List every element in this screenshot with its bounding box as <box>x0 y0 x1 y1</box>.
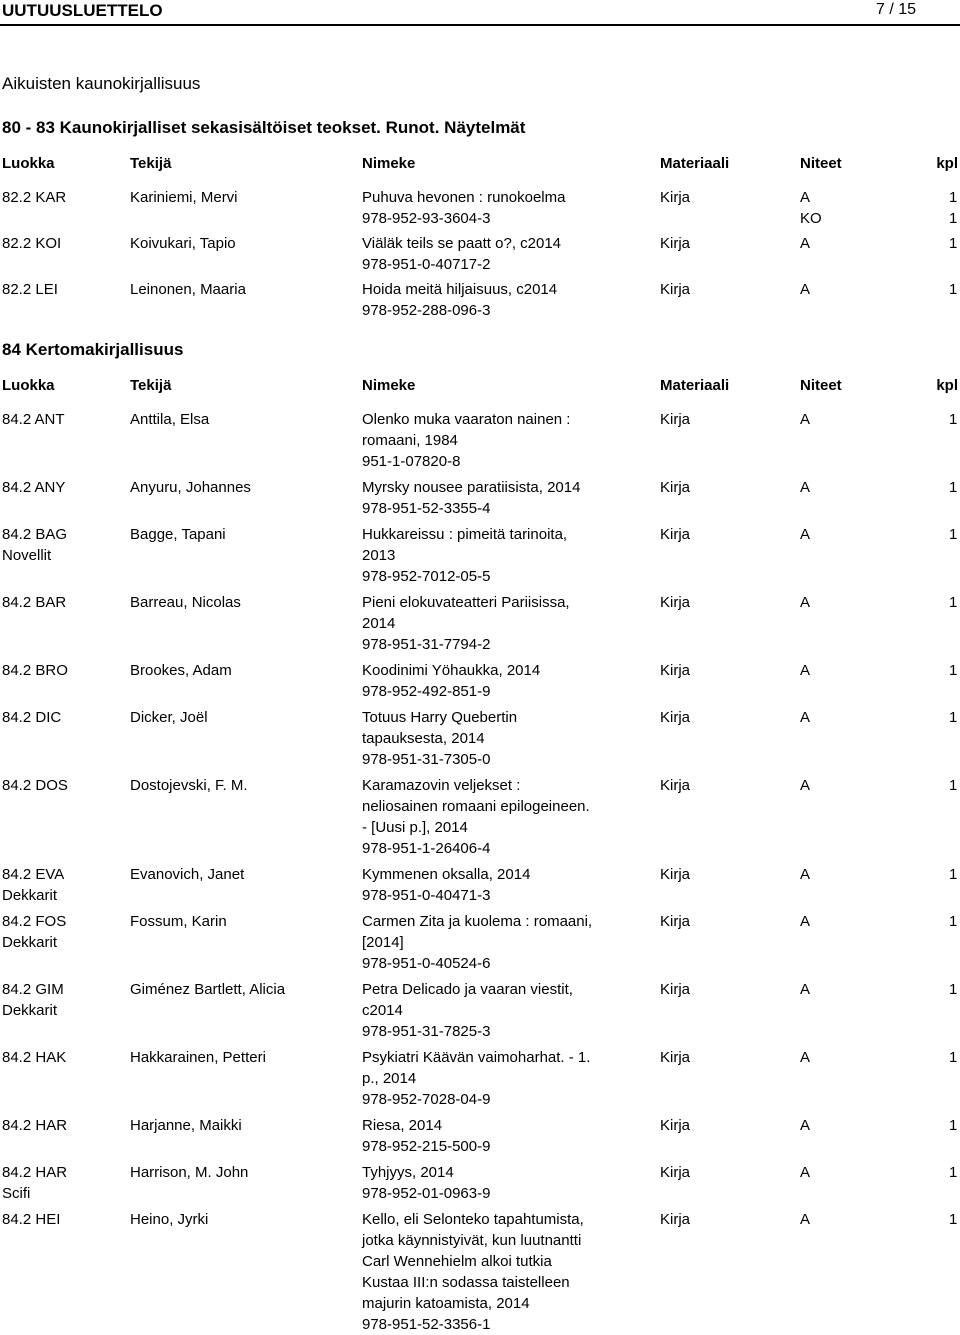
copies-location <box>800 524 810 545</box>
copy-count <box>949 1115 957 1136</box>
copies-location-line: A <box>800 411 811 428</box>
column-header-kpl: kpl <box>936 377 958 394</box>
title-line: 978-951-1-26406-4 <box>362 840 491 857</box>
author-line: Heino, Jyrki <box>130 1211 209 1228</box>
title-line: 978-951-31-7825-3 <box>362 1023 491 1040</box>
author <box>130 1115 358 1136</box>
copy-count <box>949 864 957 885</box>
author-line: Giménez Bartlett, Alicia <box>130 981 286 998</box>
class-code-line: 84.2 BAG <box>2 526 68 543</box>
material <box>660 409 690 430</box>
column-header-tekija: Tekijä <box>130 377 172 394</box>
copies-location <box>800 477 810 498</box>
title-line: jotka käynnistyivät, kun luutnantti <box>362 1232 582 1249</box>
title-line: majurin katoamista, 2014 <box>362 1295 530 1312</box>
class-code-line: 84.2 DIC <box>2 709 62 726</box>
class-code-line: 82.2 LEI <box>2 281 58 298</box>
page-number: 7 / 15 <box>875 1 916 18</box>
title-line: neliosainen romaani epilogeineen. <box>362 798 590 815</box>
title-line: 978-952-215-500-9 <box>362 1138 491 1155</box>
author <box>130 1047 358 1068</box>
copy-count-line: 1 <box>949 479 958 496</box>
title-line: 978-952-492-851-9 <box>362 683 491 700</box>
title-line: 2013 <box>362 547 396 564</box>
copy-count-line: 1 <box>949 594 958 611</box>
title-line: Psykiatri Käävän vaimoharhat. - 1. <box>362 1049 591 1066</box>
title-line: Koodinimi Yöhaukka, 2014 <box>362 662 541 679</box>
title-line: p., 2014 <box>362 1070 417 1087</box>
author <box>130 233 358 254</box>
author <box>130 775 358 796</box>
title <box>362 279 652 321</box>
title-line: 978-951-31-7305-0 <box>362 751 491 768</box>
title-line: Carmen Zita ja kuolema : romaani, <box>362 913 593 930</box>
copies-location <box>800 775 810 796</box>
copies-location <box>800 1115 810 1136</box>
author-line: Bagge, Tapani <box>130 526 226 543</box>
title-line: 978-952-93-3604-3 <box>362 210 491 227</box>
material <box>660 864 690 885</box>
class-code <box>2 864 127 906</box>
class-code-line: 84.2 ANT <box>2 411 65 428</box>
copy-count <box>949 979 957 1000</box>
title-line: 2014 <box>362 615 396 632</box>
author-line: Evanovich, Janet <box>130 866 245 883</box>
author <box>130 1209 358 1230</box>
title <box>362 592 652 655</box>
class-code-line: 84.2 HAK <box>2 1049 67 1066</box>
title <box>362 187 652 229</box>
copies-location <box>800 1162 810 1183</box>
title-line: Kustaa III:n sodassa taistelleen <box>362 1274 570 1291</box>
class-code <box>2 1162 127 1204</box>
title-line: 978-951-31-7794-2 <box>362 636 491 653</box>
material-line: Kirja <box>660 777 691 794</box>
copy-count-line: 1 <box>949 1049 958 1066</box>
column-header-luokka: Luokka <box>2 377 55 394</box>
title-line: romaani, 1984 <box>362 432 458 449</box>
copy-count-line: 1 <box>949 662 958 679</box>
material <box>660 187 690 208</box>
title <box>362 979 652 1042</box>
copies-location-line: KO <box>800 210 822 227</box>
column-header-luokka: Luokka <box>2 155 55 172</box>
class-code-line: Scifi <box>2 1185 31 1202</box>
copies-location <box>800 1047 810 1068</box>
class-code-line: Dekkarit <box>2 887 58 904</box>
copies-location-line: A <box>800 981 811 998</box>
class-code <box>2 979 127 1021</box>
material-line: Kirja <box>660 235 691 252</box>
author <box>130 1162 358 1183</box>
title-line: Viäläk teils se paatt o?, c2014 <box>362 235 562 252</box>
copy-count <box>949 1047 957 1068</box>
author <box>130 409 358 430</box>
class-code-line: Novellit <box>2 547 52 564</box>
title <box>362 233 652 275</box>
title <box>362 775 652 859</box>
copies-location-line: A <box>800 189 811 206</box>
author <box>130 979 358 1000</box>
class-code <box>2 1209 127 1230</box>
material <box>660 911 690 932</box>
class-code-line: 82.2 KOI <box>2 235 62 252</box>
material-line: Kirja <box>660 662 691 679</box>
material <box>660 1047 690 1068</box>
title-line: Puhuva hevonen : runokoelma <box>362 189 566 206</box>
material <box>660 660 690 681</box>
class-code <box>2 279 127 300</box>
copies-location <box>800 707 810 728</box>
class-code <box>2 660 127 681</box>
copies-location-line: A <box>800 1117 811 1134</box>
copy-count <box>949 233 957 254</box>
copies-location-line: A <box>800 594 811 611</box>
copy-count <box>949 775 957 796</box>
class-code-line: 84.2 HAR <box>2 1117 68 1134</box>
title-line: Tyhjyys, 2014 <box>362 1164 454 1181</box>
copy-count-line: 1 <box>949 235 958 252</box>
material <box>660 592 690 613</box>
class-code <box>2 187 127 208</box>
author-line: Anttila, Elsa <box>130 411 210 428</box>
class-code-line: 84.2 GIM <box>2 981 64 998</box>
copy-count-line: 1 <box>949 913 958 930</box>
copy-count <box>949 187 957 229</box>
copies-location-line: A <box>800 1164 811 1181</box>
copies-location-line: A <box>800 709 811 726</box>
class-code-line: Dekkarit <box>2 1002 58 1019</box>
author-line: Kariniemi, Mervi <box>130 189 238 206</box>
class-code-line: 84.2 DOS <box>2 777 68 794</box>
class-code <box>2 409 127 430</box>
title <box>362 1115 652 1157</box>
material <box>660 707 690 728</box>
copies-location-line: A <box>800 1049 811 1066</box>
copy-count-line: 1 <box>949 526 958 543</box>
title-line: Pieni elokuvateatteri Pariisissa, <box>362 594 570 611</box>
title-line: 978-951-52-3356-1 <box>362 1316 491 1333</box>
class-code <box>2 1115 127 1136</box>
material-line: Kirja <box>660 1164 691 1181</box>
title <box>362 864 652 906</box>
column-header-kpl: kpl <box>936 155 958 172</box>
copies-location-line: A <box>800 662 811 679</box>
author <box>130 187 358 208</box>
title-line: 978-951-0-40471-3 <box>362 887 491 904</box>
copies-location-line: A <box>800 479 811 496</box>
author <box>130 477 358 498</box>
material-line: Kirja <box>660 1117 691 1134</box>
title <box>362 911 652 974</box>
section-title: Aikuisten kaunokirjallisuus <box>2 74 201 93</box>
title-line: 978-951-0-40524-6 <box>362 955 491 972</box>
material-line: Kirja <box>660 411 691 428</box>
copies-location-line: A <box>800 281 811 298</box>
title <box>362 1209 652 1335</box>
title-line: 978-952-7028-04-9 <box>362 1091 491 1108</box>
class-code-line: 82.2 KAR <box>2 189 67 206</box>
material-line: Kirja <box>660 594 691 611</box>
title-line: 978-952-7012-05-5 <box>362 568 491 585</box>
author <box>130 279 358 300</box>
copy-count-line: 1 <box>949 1164 958 1181</box>
author <box>130 911 358 932</box>
title <box>362 1047 652 1110</box>
class-code <box>2 233 127 254</box>
title <box>362 1162 652 1204</box>
copy-count-line: 1 <box>949 709 958 726</box>
class-code <box>2 775 127 796</box>
copies-location <box>800 911 810 932</box>
material <box>660 775 690 796</box>
author-line: Barreau, Nicolas <box>130 594 241 611</box>
copies-location <box>800 409 810 430</box>
class-code <box>2 1047 127 1068</box>
copies-location-line: A <box>800 1211 811 1228</box>
class-code-line: Dekkarit <box>2 934 58 951</box>
class-code <box>2 911 127 953</box>
title-line: Kello, eli Selonteko tapahtumista, <box>362 1211 584 1228</box>
title-line: - [Uusi p.], 2014 <box>362 819 468 836</box>
class-code-line: 84.2 HAR <box>2 1164 68 1181</box>
column-header-niteet: Niteet <box>800 155 842 172</box>
copies-location <box>800 592 810 613</box>
material <box>660 477 690 498</box>
material-line: Kirja <box>660 479 691 496</box>
column-header-nimeke: Nimeke <box>362 155 416 172</box>
copy-count-line: 1 <box>949 1117 958 1134</box>
copies-location <box>800 1209 810 1230</box>
title-line: [2014] <box>362 934 404 951</box>
title-line: tapauksesta, 2014 <box>362 730 485 747</box>
column-header-materiaali: Materiaali <box>660 155 730 172</box>
title <box>362 660 652 702</box>
copies-location <box>800 233 810 254</box>
class-code-line: 84.2 BAR <box>2 594 67 611</box>
copy-count-line: 1 <box>949 981 958 998</box>
column-header-materiaali: Materiaali <box>660 377 730 394</box>
class-code <box>2 477 127 498</box>
author <box>130 592 358 613</box>
material-line: Kirja <box>660 981 691 998</box>
material-line: Kirja <box>660 709 691 726</box>
copies-location-line: A <box>800 913 811 930</box>
title-line: Totuus Harry Quebertin <box>362 709 518 726</box>
title-line: 978-952-01-0963-9 <box>362 1185 491 1202</box>
title-line: Karamazovin veljekset : <box>362 777 521 794</box>
material-line: Kirja <box>660 281 691 298</box>
class-code-line: 84.2 BRO <box>2 662 68 679</box>
class-code-line: 84.2 FOS <box>2 913 67 930</box>
class-code-line: 84.2 EVA <box>2 866 65 883</box>
material-line: Kirja <box>660 189 691 206</box>
copies-location-line: A <box>800 866 811 883</box>
title-line: 978-951-52-3355-4 <box>362 500 491 517</box>
material <box>660 1115 690 1136</box>
title-line: 978-951-0-40717-2 <box>362 256 491 273</box>
copy-count-line: 1 <box>949 866 958 883</box>
author-line: Leinonen, Maaria <box>130 281 246 298</box>
title-line: Hukkareissu : pimeitä tarinoita, <box>362 526 568 543</box>
copies-location <box>800 660 810 681</box>
title <box>362 524 652 587</box>
material-line: Kirja <box>660 913 691 930</box>
title <box>362 477 652 519</box>
column-header-nimeke: Nimeke <box>362 377 416 394</box>
group-title-poetry: 80 - 83 Kaunokirjalliset sekasisältöiset teokset. Runot. Näytelmät <box>2 118 526 137</box>
title-line: 951-1-07820-8 <box>362 453 461 470</box>
title-line: Myrsky nousee paratiisista, 2014 <box>362 479 581 496</box>
copy-count-line: 1 <box>949 777 958 794</box>
class-code <box>2 592 127 613</box>
copies-location-line: A <box>800 235 811 252</box>
title-line: Carl Wennehielm alkoi tutkia <box>362 1253 552 1270</box>
column-header-tekija: Tekijä <box>130 155 172 172</box>
author-line: Fossum, Karin <box>130 913 227 930</box>
title-line: Hoida meitä hiljaisuus, c2014 <box>362 281 558 298</box>
copies-location <box>800 187 822 229</box>
author-line: Brookes, Adam <box>130 662 232 679</box>
copy-count <box>949 1162 957 1183</box>
copies-location <box>800 864 810 885</box>
title-line: Petra Delicado ja vaaran viestit, <box>362 981 573 998</box>
class-code <box>2 707 127 728</box>
author <box>130 864 358 885</box>
material-line: Kirja <box>660 1211 691 1228</box>
copy-count-line: 1 <box>949 281 958 298</box>
title-line: c2014 <box>362 1002 403 1019</box>
material <box>660 1209 690 1230</box>
author-line: Anyuru, Johannes <box>130 479 251 496</box>
copy-count-line: 1 <box>949 189 958 206</box>
title-line: 978-952-288-096-3 <box>362 302 491 319</box>
title-line: Olenko muka vaaraton nainen : <box>362 411 571 428</box>
title <box>362 409 652 472</box>
material <box>660 1162 690 1183</box>
copy-count <box>949 409 957 430</box>
material <box>660 233 690 254</box>
copy-count <box>949 707 957 728</box>
catalog-title: UUTUUSLUETTELO <box>2 1 163 20</box>
copy-count <box>949 660 957 681</box>
copy-count <box>949 1209 957 1230</box>
material <box>660 524 690 545</box>
class-code-line: 84.2 HEI <box>2 1211 61 1228</box>
copies-location <box>800 979 810 1000</box>
copies-location-line: A <box>800 526 811 543</box>
copy-count <box>949 592 957 613</box>
author <box>130 524 358 545</box>
group-title-fiction: 84 Kertomakirjallisuus <box>2 340 184 359</box>
author-line: Dostojevski, F. M. <box>130 777 248 794</box>
copy-count <box>949 524 957 545</box>
material-line: Kirja <box>660 526 691 543</box>
copy-count-line: 1 <box>949 1211 958 1228</box>
author-line: Koivukari, Tapio <box>130 235 236 252</box>
author-line: Hakkarainen, Petteri <box>130 1049 266 1066</box>
page-header <box>0 0 960 26</box>
copy-count <box>949 279 957 300</box>
class-code-line: 84.2 ANY <box>2 479 66 496</box>
material-line: Kirja <box>660 866 691 883</box>
copy-count <box>949 477 957 498</box>
material <box>660 979 690 1000</box>
title <box>362 707 652 770</box>
author-line: Dicker, Joël <box>130 709 208 726</box>
copies-location <box>800 279 810 300</box>
author-line: Harrison, M. John <box>130 1164 249 1181</box>
copy-count <box>949 911 957 932</box>
material <box>660 279 690 300</box>
copy-count-line: 1 <box>949 411 958 428</box>
class-code <box>2 524 127 566</box>
copies-location-line: A <box>800 777 811 794</box>
material-line: Kirja <box>660 1049 691 1066</box>
title-line: Riesa, 2014 <box>362 1117 443 1134</box>
column-header-niteet: Niteet <box>800 377 842 394</box>
author <box>130 660 358 681</box>
author-line: Harjanne, Maikki <box>130 1117 242 1134</box>
copy-count-line: 1 <box>949 210 958 227</box>
title-line: Kymmenen oksalla, 2014 <box>362 866 531 883</box>
author <box>130 707 358 728</box>
